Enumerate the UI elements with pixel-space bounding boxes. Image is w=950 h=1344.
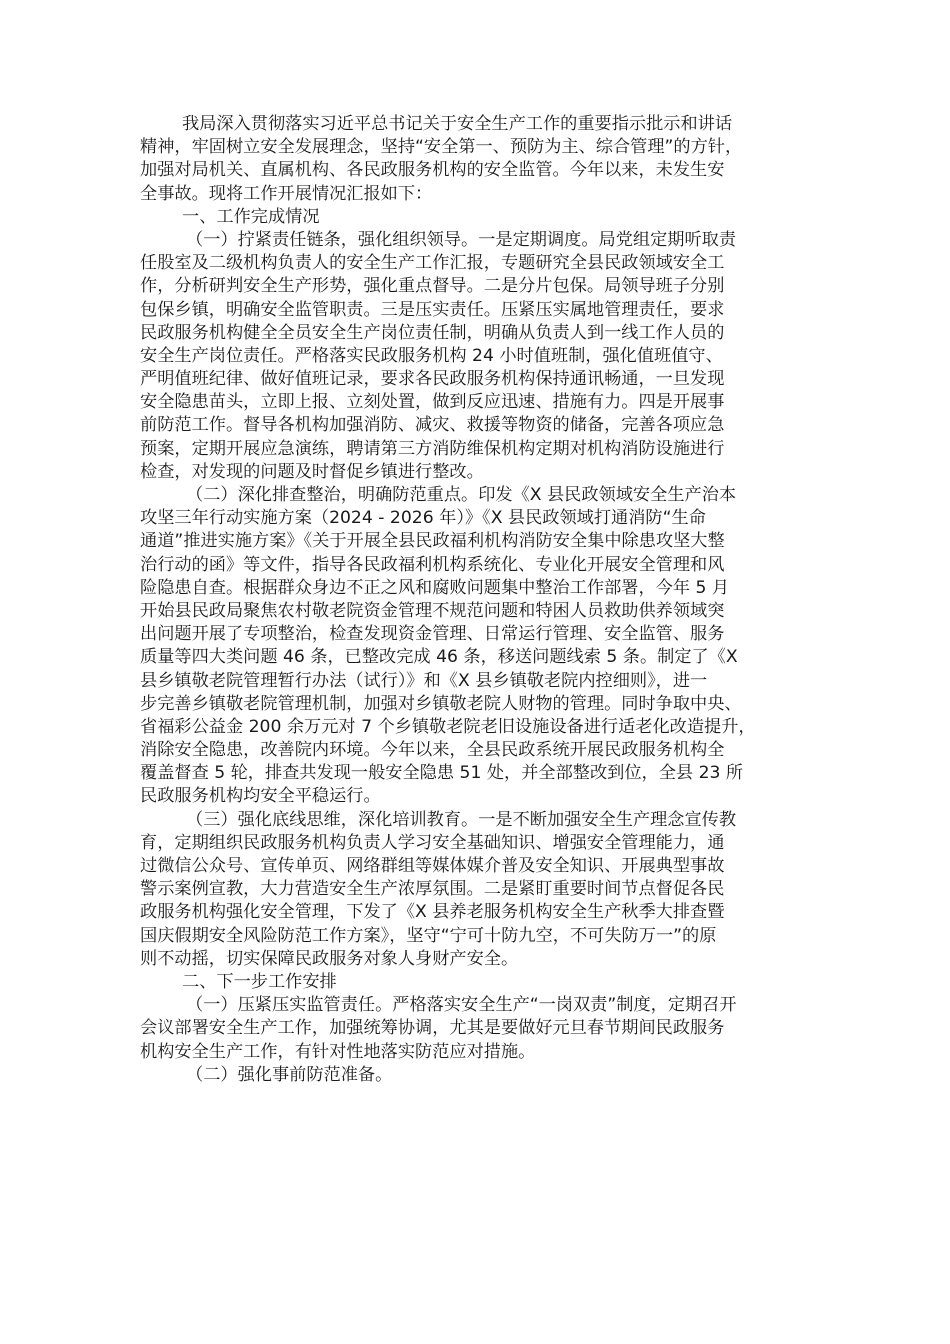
paragraph [140,484,820,809]
text-line: 我局深入贯彻落实习近平总书记关于安全生产工作的重要指示批示和讲话 [182,114,733,134]
text-line: 育，定期组织民政服务机构负责人学习安全基础知识、增强安全管理能力，通 [140,832,725,853]
paragraph [140,971,820,994]
text-line: 二、下一步工作安排 [182,971,337,992]
text-line: 加强对局机关、直属机构、各民政服务机构的安全监管。今年以来，未发生安 [140,160,725,181]
text-line: 任股室及二级机构负责人的安全生产工作汇报，专题研究全县民政领域安全工 [140,253,725,274]
text-line: 全事故。现将工作开展情况汇报如下： [140,183,433,204]
document-page [140,113,820,1087]
text-line: 机构安全生产工作，有针对性地落实防范应对措施。 [140,1041,536,1062]
text-line: 治行动的函》等文件，指导各民政福利机构系统化、专业化开展安全管理和风 [140,554,725,575]
text-line: 检查，对发现的问题及时督促乡镇进行整改。 [140,461,484,482]
paragraph [140,206,820,229]
text-line: 前防范工作。督导各机构加强消防、减灾、救援等物资的储备，完善各项应急 [140,415,725,436]
text-line: 警示案例宣教，大力营造安全生产浓厚氛围。二是紧盯重要时间节点督促各民 [140,879,725,900]
text-line: 则不动摇，切实保障民政服务对象人身财产安全。 [140,948,519,969]
text-line: 险隐患自查。根据群众身边不正之风和腐败问题集中整治工作部署，今年 5 月 [140,577,730,598]
text-line: 消除安全隐患，改善院内环境。今年以来，全县民政系统开展民政服务机构全 [140,740,725,761]
text-line: 精神，牢固树立安全发展理念，坚持“安全第一、预防为主、综合管理”的方针， [140,137,743,158]
text-line: 出问题开展了专项整治，检查发现资金管理、日常运行管理、安全监管、服务 [140,624,725,645]
text-line: 通道”推进实施方案》《关于开展全县民政福利机构消防安全集中除患攻坚大整 [140,531,725,552]
text-line: 省福彩公益金 200 余万元对 7 个乡镇敬老院老旧设施设备进行适老化改造提升， [140,716,756,737]
text-line: 国庆假期安全风险防范工作方案》，坚守“宁可十防九空，不可失防万一”的原 [140,925,717,946]
text-line: 过微信公众号、宣传单页、网络群组等媒体媒介普及安全知识、开展典型事故 [140,856,725,876]
text-line: 开始县民政局聚焦农村敬老院资金管理不规范问题和特困人员救助供养领域突 [140,600,725,621]
text-line: 作，分析研判安全生产形势，强化重点督导。二是分片包保。局领导班子分别 [140,276,725,297]
paragraph [140,994,820,1064]
text-line: 严明值班纪律、做好值班记录，要求各民政服务机构保持通讯畅通，一旦发现 [140,369,725,390]
paragraph [140,1064,820,1087]
text-line: （二）深化排查整治，明确防范重点。印发《X 县民政领域安全生产治本 [186,485,737,505]
text-line: 一、工作完成情况 [182,206,320,227]
text-line: （一）拧紧责任链条，强化组织领导。一是定期调度。局党组定期听取责 [186,229,737,250]
text-line: 安全生产岗位责任。严格落实民政服务机构 24 小时值班制，强化值班值守、 [140,345,723,366]
text-line: 县乡镇敬老院管理暂行办法（试行）》和《X 县乡镇敬老院内控细则》，进一 [140,670,708,691]
text-line: 民政服务机构健全全员安全生产岗位责任制，明确从负责人到一线工作人员的 [140,322,725,343]
paragraph [140,113,820,206]
text-line: 政服务机构强化安全管理，下发了《X 县养老服务机构安全生产秋季大排查暨 [140,902,725,923]
paragraph [140,229,820,484]
text-line: 质量等四大类问题 46 条，已整改完成 46 条，移送问题线索 5 条。制定了《X [140,647,738,668]
text-line: 覆盖督查 5 轮，排查共发现一般安全隐患 51 处，并全部整改到位，全县 23 所 [140,763,744,784]
text-line: 安全隐患苗头，立即上报、立刻处置，做到反应迅速、措施有力。四是开展事 [140,392,725,413]
text-line: （三）强化底线思维，深化培训教育。一是不断加强安全生产理念宣传教 [186,809,737,830]
paragraph [140,809,820,971]
text-line: （二）强化事前防范准备。 [186,1064,393,1085]
text-line: 预案，定期开展应急演练，聘请第三方消防维保机构定期对机构消防设施进行 [140,438,725,459]
text-line: 步完善乡镇敬老院管理机制，加强对乡镇敬老院人财物的管理。同时争取中央、 [140,693,742,714]
text-line: 会议部署安全生产工作，加强统筹协调，尤其是要做好元旦春节期间民政服务 [140,1018,725,1039]
text-line: 民政服务机构均安全平稳运行。 [140,786,381,807]
text-line: 攻坚三年行动实施方案（2024 - 2026 年）》《X 县民政领域打通消防“生命 [140,508,706,529]
text-line: （一）压紧压实监管责任。严格落实安全生产“一岗双责”制度，定期召开 [186,995,737,1016]
text-line: 包保乡镇，明确安全监管职责。三是压实责任。压紧压实属地管理责任，要求 [140,299,725,320]
